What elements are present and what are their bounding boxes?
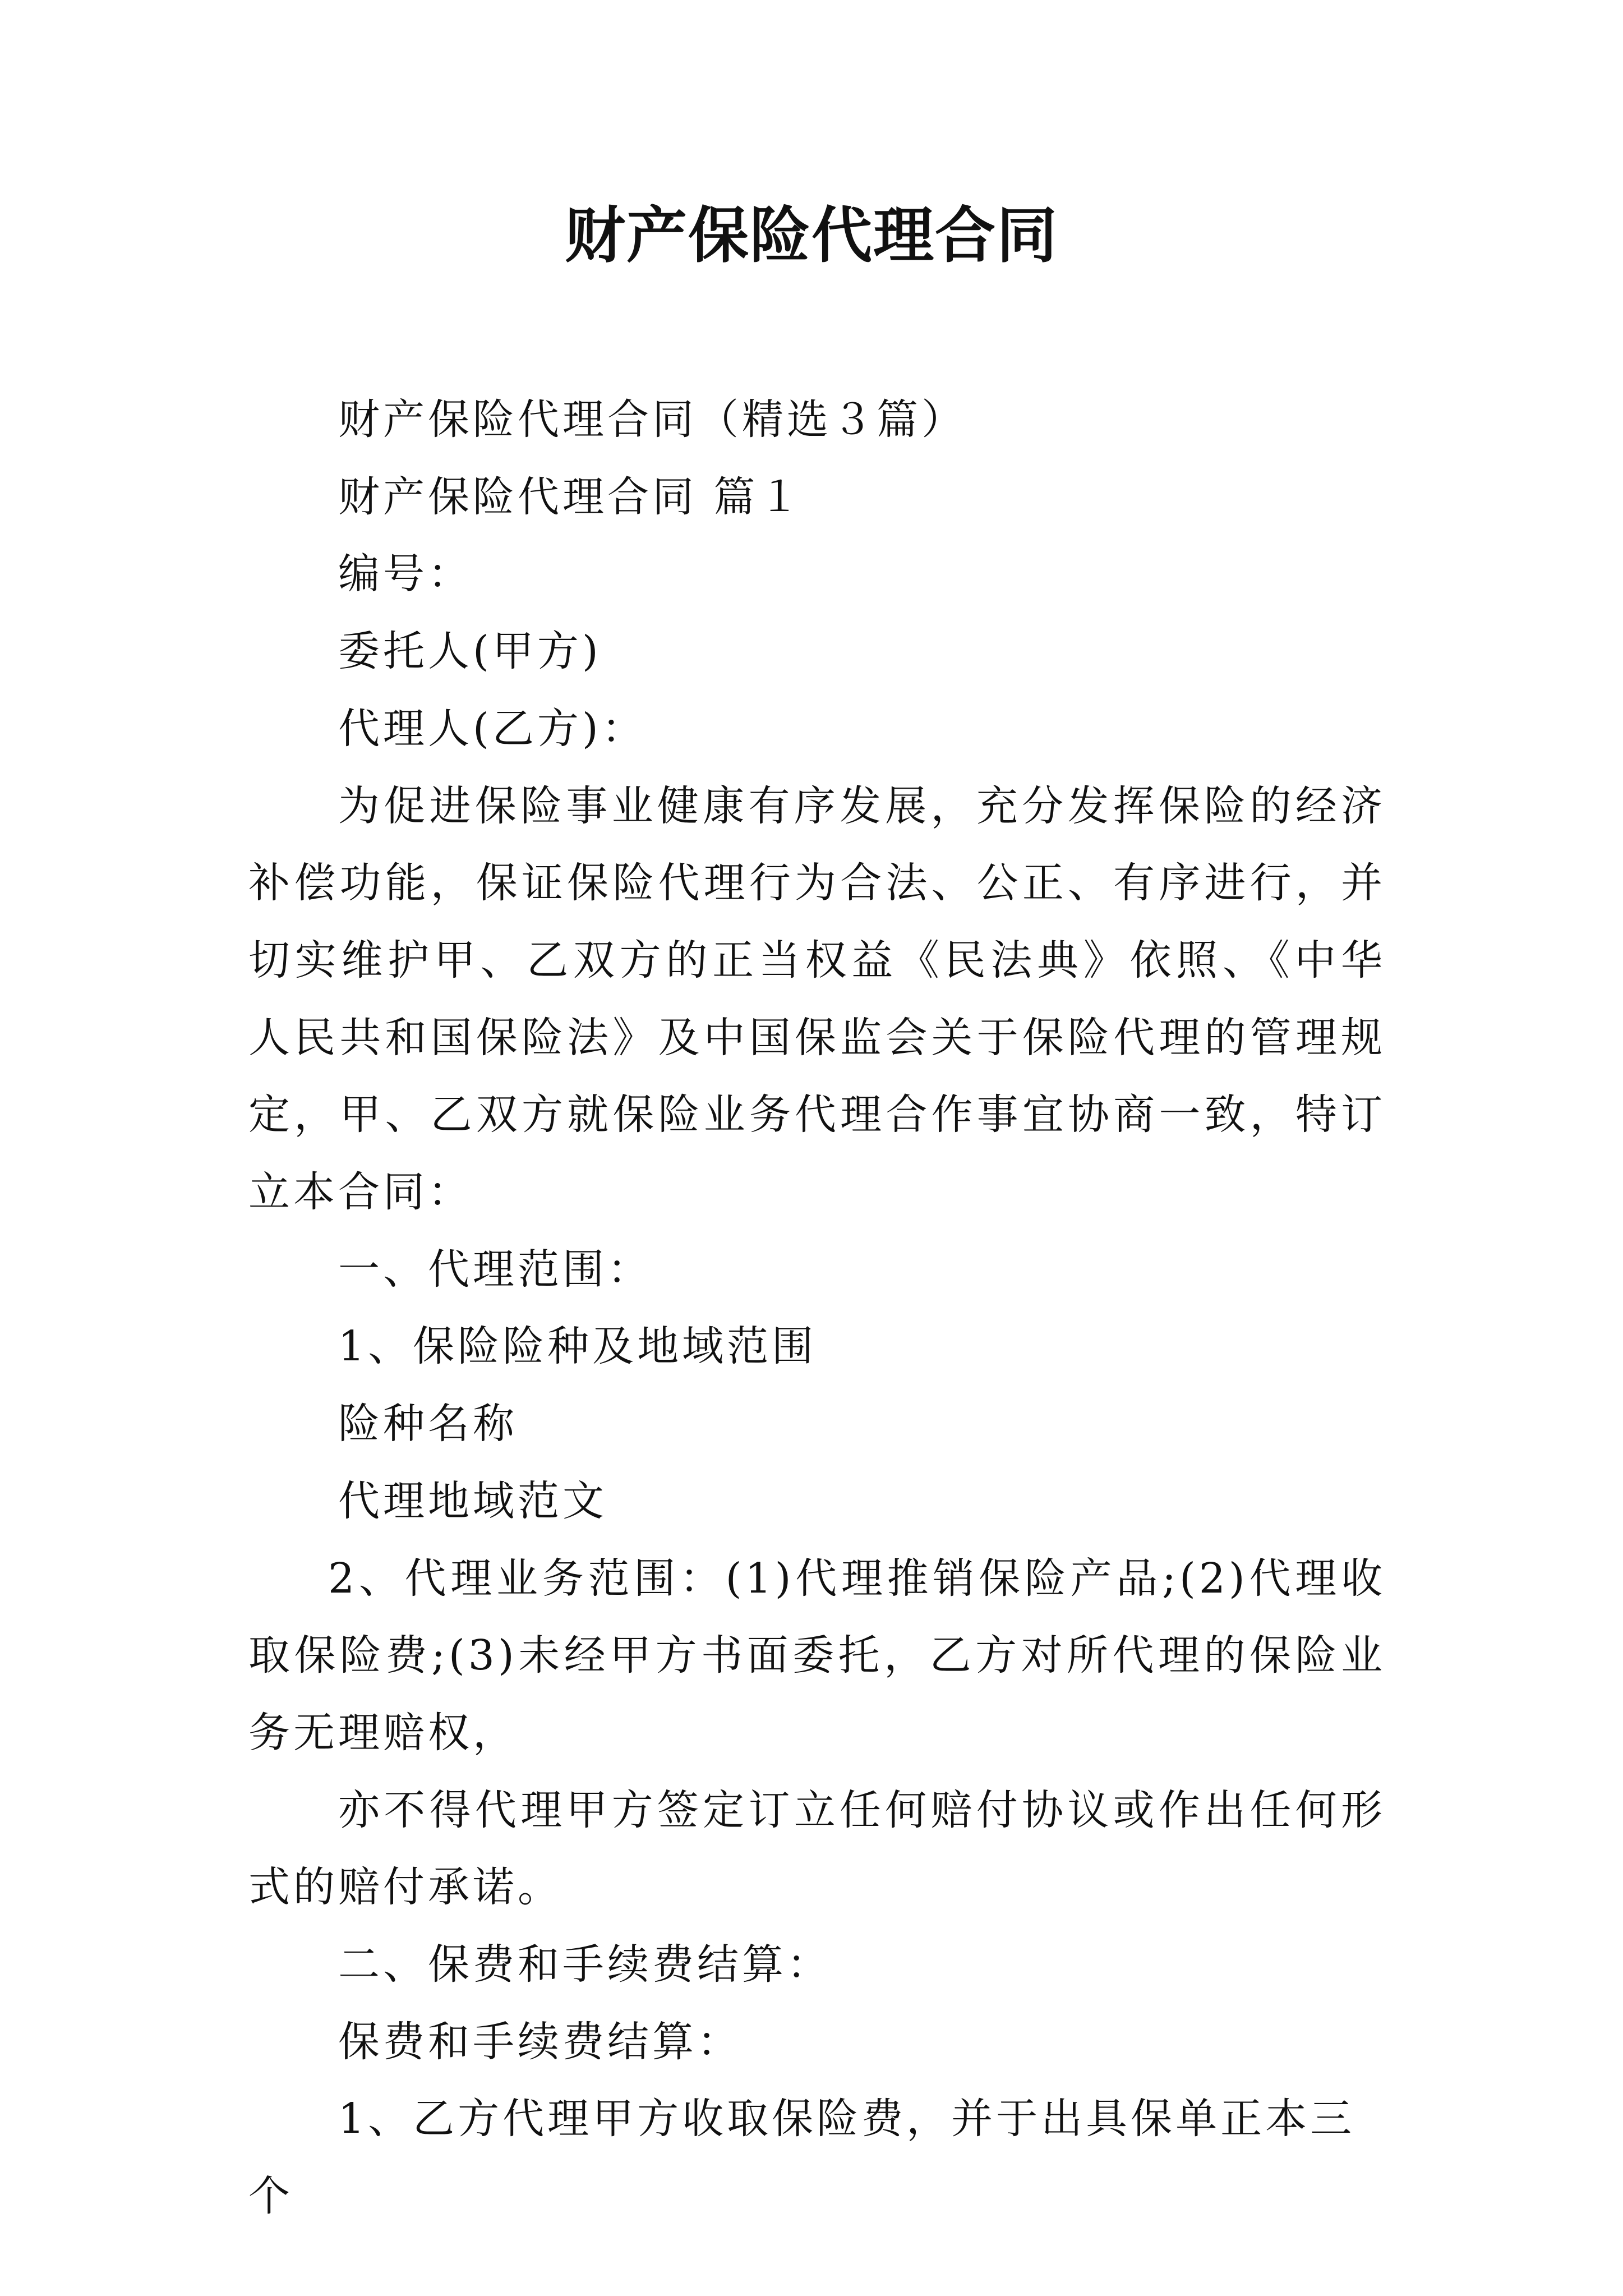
paragraph-clause-heading: 二、保费和手续费结算：	[338, 1940, 832, 1989]
paragraph-clause-heading: 一、代理范围：	[338, 1245, 652, 1294]
paragraph-section-heading: 财产保险代理合同 篇１	[338, 472, 804, 521]
paragraph-subtitle: 财产保险代理合同（精选３篇）	[338, 395, 966, 444]
paragraph-text: 亦不得代理甲方签定订立任何赔付协议或作出任何形式的赔付承诺。	[248, 1786, 1386, 1912]
paragraph-text: 险种名称	[338, 1400, 518, 1448]
paragraph-number-label: 编号：	[338, 550, 473, 599]
paragraph-clause-item: 1、乙方代理甲方收取保险费，并于出具保单正本三个	[248, 2095, 1355, 2221]
paragraph-text: 保费和手续费结算：	[338, 2017, 742, 2066]
document-body	[248, 381, 1386, 2235]
paragraph-party-a: 委托人(甲方)	[338, 627, 602, 676]
paragraph-clause-item: 2、代理业务范围：(1)代理推销保险产品;(2)代理收取保险费;(3)未经甲方书面委托，乙方对所代理的保险业务无理赔权，	[248, 1554, 1386, 1757]
document-title: 财产保险代理合同	[564, 200, 1058, 271]
paragraph-preamble: 为促进保险事业健康有序发展，充分发挥保险的经济补偿功能，保证保险代理行为合法、公正、有序进行，并切实维护甲、乙双方的正当权益《民法典》依照、《中华人民共和国保险法》及中国保监会关于保险代理的管理规定，甲、乙双方就保险业务代理合作事宜协商一致，特订立本合同：	[248, 781, 1386, 1217]
paragraph-text: 代理地域范文	[338, 1476, 607, 1525]
paragraph-clause-item: 1、保险险种及地域范围	[338, 1322, 817, 1371]
paragraph-party-b: 代理人(乙方)：	[338, 704, 647, 753]
